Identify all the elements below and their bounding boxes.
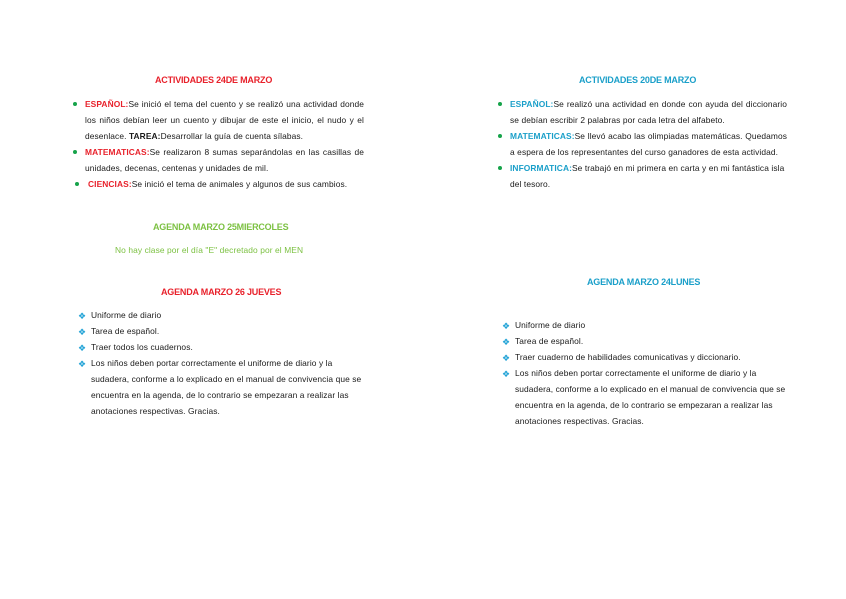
agenda-text: Uniforme de diario <box>91 310 162 320</box>
list-item <box>78 323 364 339</box>
right-agenda24-title: AGENDA MARZO 24LUNES <box>587 277 701 287</box>
right-actividades-list <box>497 96 787 192</box>
subject-text: Se inició el tema de animales y algunos de sus cambios. <box>131 179 348 189</box>
agenda-text: Tarea de español. <box>91 326 160 336</box>
right-column <box>497 0 787 599</box>
subject-label: CIENCIAS: <box>88 179 132 189</box>
diamond-bullet-icon: ❖ <box>78 311 87 321</box>
subject-label: MATEMATICAS: <box>85 147 150 157</box>
agenda-text: Traer cuaderno de habilidades comunicativas y diccionario. <box>515 352 741 362</box>
agenda-text: Los niños deben portar correctamente el uniforme de diario y la sudadera, conforme a lo explicado en el manual de convivencia que se encuentra en la agenda, de lo contrario se empezaran a realizar las anotaciones respectivas. Gracias. <box>91 358 362 416</box>
subject-label: INFORMATICA: <box>510 163 572 173</box>
subject-text: Se inició el tema del cuento y se realizó una actividad donde los niños debían leer un cuento y dibujar de este el inicio, el nudo y el desenlace. <box>85 99 364 141</box>
list-item <box>72 96 364 144</box>
subject-text: Se realizaron 8 sumas separándolas en las casillas de unidades, decenas, centenas y unidades de mil. <box>85 147 364 173</box>
left-actividades-title: ACTIVIDADES 24DE MARZO <box>155 75 273 85</box>
list-item <box>72 144 364 176</box>
agenda-text: Los niños deben portar correctamente el uniforme de diario y la sudadera, conforme a lo explicado en el manual de convivencia que se encuentra en la agenda, de lo contrario se empezaran a realizar las anotaciones respectivas. Gracias. <box>515 368 786 426</box>
homework-label: TAREA: <box>128 131 161 141</box>
list-item <box>78 339 364 355</box>
diamond-bullet-icon: ❖ <box>502 321 511 331</box>
diamond-bullet-icon: ❖ <box>502 337 511 347</box>
bullet-dot-icon <box>75 182 79 186</box>
bullet-dot-icon <box>73 102 77 106</box>
left-agenda25-note: No hay clase por el día "E" decretado por el MEN <box>115 245 304 255</box>
bullet-dot-icon <box>498 102 502 106</box>
diamond-bullet-icon: ❖ <box>78 343 87 353</box>
diamond-bullet-icon: ❖ <box>502 353 511 363</box>
list-item <box>497 160 787 192</box>
list-item <box>72 176 364 192</box>
left-agenda26-list <box>78 307 364 419</box>
subject-text: Se trabajó en mi primera en carta y en mi fantástica isla del tesoro. <box>510 163 785 189</box>
subject-label: MATEMATICAS: <box>510 131 575 141</box>
homework-text: Desarrollar la guía de cuenta sílabas. <box>160 131 304 141</box>
agenda-text: Tarea de español. <box>515 336 584 346</box>
agenda-text: Traer todos los cuadernos. <box>91 342 193 352</box>
agenda-text: Uniforme de diario <box>515 320 586 330</box>
list-item <box>497 128 787 160</box>
right-actividades-title: ACTIVIDADES 20DE MARZO <box>579 75 697 85</box>
right-agenda24-list <box>502 317 788 429</box>
diamond-bullet-icon: ❖ <box>78 327 87 337</box>
subject-text: Se llevó acabo las olimpiadas matemáticas. Quedamos a espera de los representantes del curso ganadores de esta actividad. <box>510 131 787 157</box>
list-item <box>502 333 788 349</box>
subject-text: Se realizó una actividad en donde con ayuda del diccionario se debían escribir 2 palabras por cada letra del alfabeto. <box>510 99 787 125</box>
bullet-dot-icon <box>498 166 502 170</box>
subject-label: ESPAÑOL: <box>510 99 554 109</box>
list-item <box>502 349 788 365</box>
subject-label: ESPAÑOL: <box>85 99 129 109</box>
list-item <box>502 317 788 333</box>
bullet-dot-icon <box>498 134 502 138</box>
left-agenda25-title: AGENDA MARZO 25MIERCOLES <box>153 222 289 232</box>
list-item <box>502 365 788 429</box>
list-item <box>497 96 787 128</box>
bullet-dot-icon <box>73 150 77 154</box>
left-column <box>75 0 365 599</box>
left-agenda26-title: AGENDA MARZO 26 JUEVES <box>161 287 282 297</box>
left-actividades-list <box>72 96 364 192</box>
diamond-bullet-icon: ❖ <box>502 369 511 379</box>
list-item <box>78 307 364 323</box>
diamond-bullet-icon: ❖ <box>78 359 87 369</box>
list-item <box>78 355 364 419</box>
